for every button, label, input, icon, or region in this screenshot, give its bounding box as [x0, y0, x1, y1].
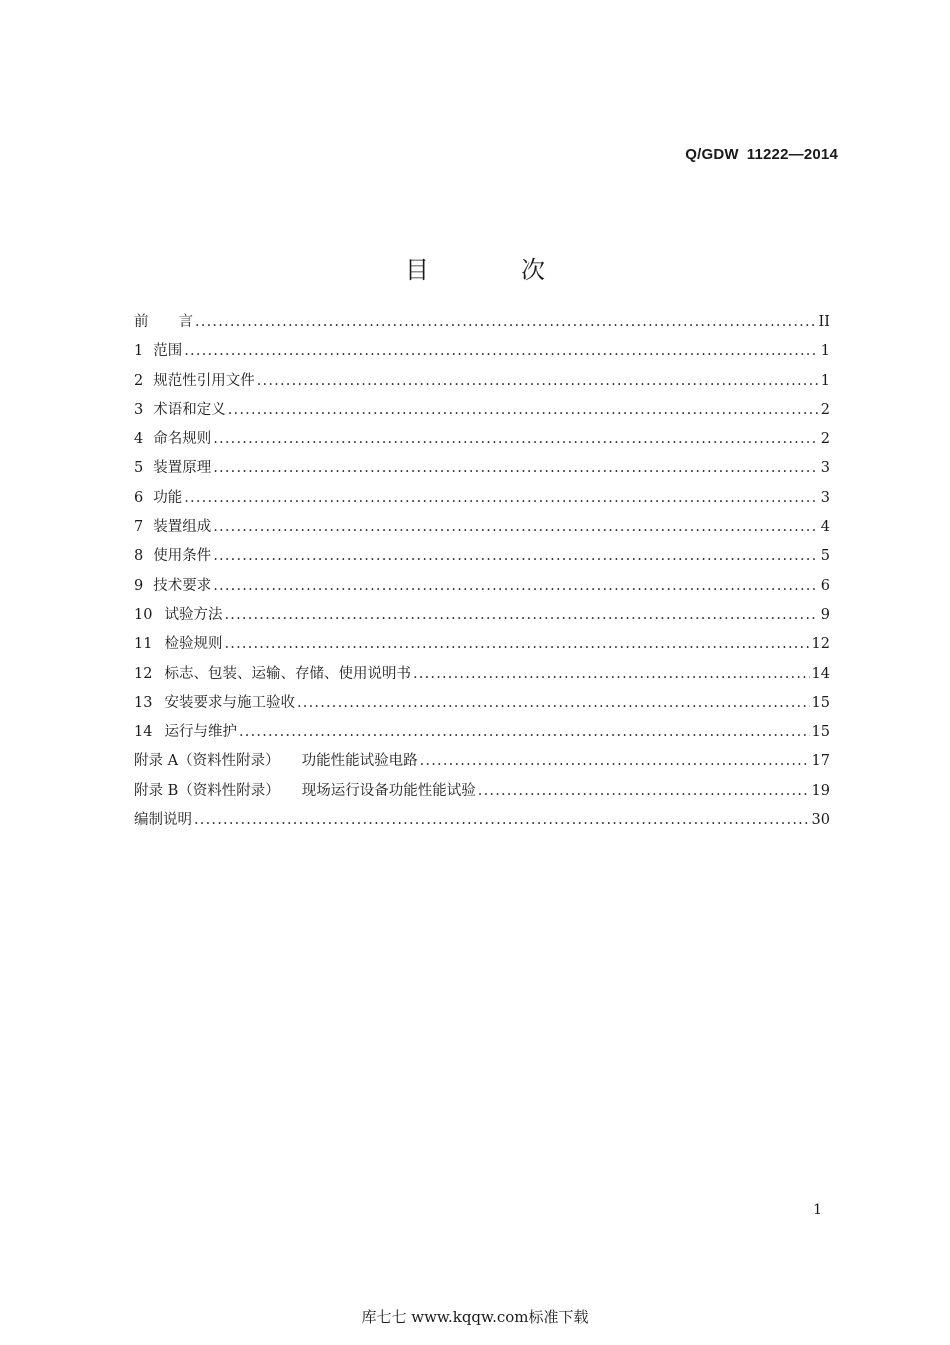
toc-entry-11[interactable]: [134, 630, 830, 659]
dot-leader: [224, 601, 818, 630]
toc-page-number: 17: [811, 753, 830, 770]
dot-leader: [213, 425, 818, 454]
toc-entry-label: [134, 337, 182, 366]
toc-entry-8[interactable]: [134, 542, 830, 571]
toc-entry-2[interactable]: [134, 367, 830, 396]
dot-leader: [224, 630, 809, 659]
toc-entry-label: [134, 484, 182, 513]
toc-entry-label: 前 言: [134, 314, 193, 330]
toc-entry-label: [134, 660, 411, 689]
toc-section-title: 范围: [153, 343, 183, 360]
toc-section-number: 9: [134, 577, 144, 594]
dot-leader: [184, 484, 818, 513]
toc-section-title: 标志、包装、运输、存储、使用说明书: [164, 665, 411, 682]
toc-section-number: 1: [134, 343, 144, 360]
toc-page-number: 3: [820, 489, 830, 506]
toc-entry-label: [134, 630, 222, 659]
toc-entry-14[interactable]: [134, 718, 830, 747]
dot-leader: [184, 337, 818, 366]
toc-entry-appendix-b[interactable]: [134, 777, 830, 806]
toc-entry-label: [134, 718, 237, 747]
toc-section-title: 命名规则: [153, 431, 212, 448]
toc-page-number: 15: [811, 724, 830, 741]
toc-section-title: 试验方法: [164, 606, 223, 623]
toc-entry-label: [134, 425, 211, 454]
toc-title-left: 目: [405, 256, 429, 285]
toc-entry-13[interactable]: [134, 689, 830, 718]
dot-leader: [239, 718, 810, 747]
toc-section-title: 功能: [153, 489, 183, 506]
toc-page-number: 15: [811, 694, 830, 711]
footer-watermark-text: 库七七 www.kqqw.com标准下载: [361, 1308, 589, 1326]
toc-section-number: 6: [134, 489, 144, 506]
document-code-prefix: Q/GDW: [685, 146, 739, 163]
dot-leader: [195, 308, 817, 337]
dot-leader: [478, 777, 810, 806]
toc-section-number: 5: [134, 460, 144, 477]
toc-section-title: 规范性引用文件: [153, 372, 255, 389]
toc-page-number: 5: [820, 548, 830, 565]
dot-leader: [228, 396, 818, 425]
toc-page-number: 1: [820, 343, 830, 360]
toc-entry-6[interactable]: [134, 484, 830, 513]
dot-leader: [213, 572, 818, 601]
toc-page-number: 3: [820, 460, 830, 477]
toc-entry-label: [134, 396, 226, 425]
toc-entry-3[interactable]: [134, 396, 830, 425]
toc-section-title: 装置原理: [153, 460, 212, 477]
document-code: [685, 146, 838, 163]
toc-page-number: 30: [811, 812, 830, 829]
toc-entry-12[interactable]: [134, 660, 830, 689]
page-number: 1: [813, 1202, 822, 1218]
toc-section-number: 4: [134, 431, 144, 448]
toc-entry-label: [134, 454, 211, 483]
toc-section-title: 运行与维护: [164, 724, 237, 741]
toc-section-number: 11: [134, 636, 153, 653]
toc-page-number: II: [818, 314, 830, 330]
toc-page-number: 14: [811, 665, 830, 682]
toc-entry-label: [134, 806, 192, 835]
toc-section-number: 3: [134, 401, 144, 418]
toc-page-number: 6: [820, 577, 830, 594]
toc-section-number: 8: [134, 548, 144, 565]
toc-entry-label: [134, 777, 476, 806]
toc-section-title: 现场运行设备功能性能试验: [301, 782, 476, 799]
toc-section-number: 10: [134, 606, 153, 623]
dot-leader: [194, 806, 810, 835]
toc-section-number: 14: [134, 724, 153, 741]
toc-section-title: 功能性能试验电路: [301, 753, 418, 770]
toc-section-title: 检验规则: [164, 636, 223, 653]
toc-entry-label: [134, 367, 255, 396]
toc-section-number: 7: [134, 519, 144, 536]
toc-title-right: 次: [521, 256, 545, 285]
dot-leader: [420, 747, 810, 776]
dot-leader: [213, 454, 818, 483]
dot-leader: [297, 689, 810, 718]
toc-entry-compilation-notes[interactable]: [134, 806, 830, 835]
toc-entry-label: [134, 572, 211, 601]
toc-entry-1[interactable]: [134, 337, 830, 366]
toc-section-title: 使用条件: [153, 548, 212, 565]
toc-entry-label: [134, 747, 418, 776]
toc-page-number: 19: [811, 782, 830, 799]
dot-leader: [213, 513, 818, 542]
toc-section-title: 装置组成: [153, 519, 212, 536]
toc-entry-9[interactable]: [134, 572, 830, 601]
toc-page-number: 9: [820, 606, 830, 623]
toc-section-title: 编制说明: [134, 812, 192, 829]
toc-entry-label: [134, 601, 222, 630]
toc-entry-label: [134, 513, 211, 542]
toc-section-title: 术语和定义: [153, 401, 226, 418]
toc-entry-7[interactable]: [134, 513, 830, 542]
dot-leader: [257, 367, 818, 396]
toc-section-number: 13: [134, 694, 153, 711]
toc-section-number: 12: [134, 665, 153, 682]
toc-section-title: 安装要求与施工验收: [164, 694, 295, 711]
toc-entry-5[interactable]: [134, 454, 830, 483]
document-code-number: 11222—2014: [746, 146, 838, 163]
toc-appendix-prefix: 附录 A（资料性附录）: [134, 753, 280, 770]
toc-entry-10[interactable]: [134, 601, 830, 630]
toc-section-number: 2: [134, 372, 144, 389]
toc-appendix-prefix: 附录 B（资料性附录）: [134, 782, 280, 799]
toc-entry-label: [134, 689, 295, 718]
toc-entry-label: [134, 542, 211, 571]
dot-leader: [413, 660, 810, 689]
toc-section-title: 技术要求: [153, 577, 212, 594]
toc-title: [0, 250, 950, 285]
table-of-contents: [134, 308, 830, 835]
toc-entry-preface[interactable]: [134, 308, 830, 337]
toc-page-number: 2: [820, 401, 830, 418]
toc-entry-4[interactable]: [134, 425, 830, 454]
toc-page-number: 1: [820, 372, 830, 389]
toc-entry-appendix-a[interactable]: [134, 747, 830, 776]
dot-leader: [213, 542, 818, 571]
toc-page-number: 12: [811, 636, 830, 653]
toc-page-number: 2: [820, 431, 830, 448]
toc-page-number: 4: [820, 519, 830, 536]
